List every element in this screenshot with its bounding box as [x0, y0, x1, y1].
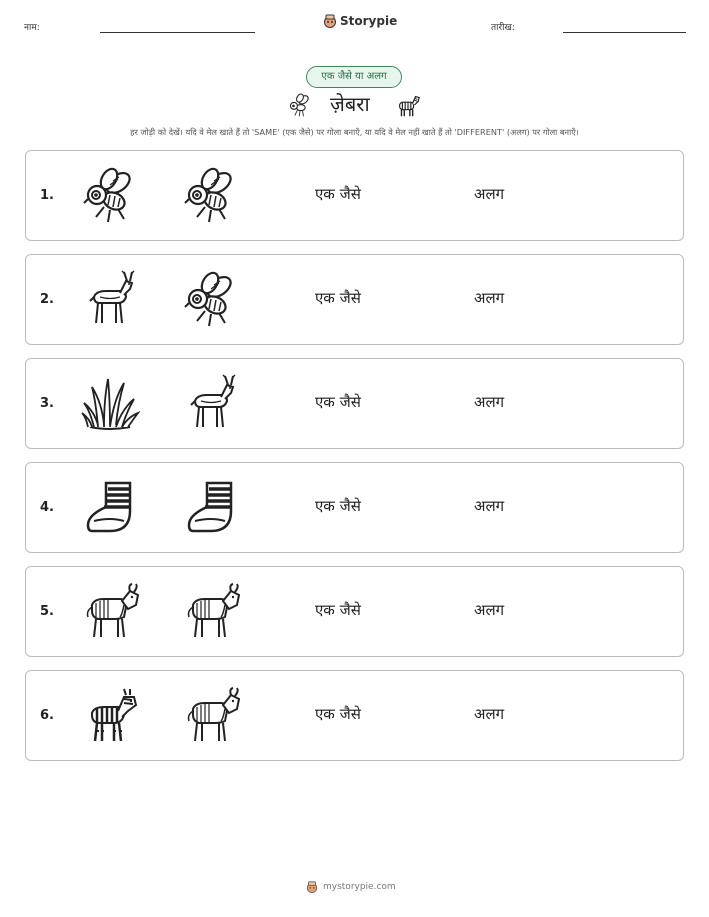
row-number: 6. [40, 708, 54, 723]
date-label: तारीख: [491, 23, 515, 33]
option-different[interactable]: अलग [474, 497, 505, 515]
wildebeest-icon [181, 581, 241, 641]
option-same[interactable]: एक जैसे [315, 393, 361, 411]
option-same[interactable]: एक जैसे [315, 289, 361, 307]
pair-row-5 [25, 566, 684, 657]
gazelle-icon [80, 269, 140, 329]
grass-icon [80, 373, 140, 433]
fly-icon [80, 165, 140, 225]
row-number: 5. [40, 604, 54, 619]
brand-name: Storypie [340, 14, 398, 28]
storypie-mascot-icon [323, 14, 337, 28]
footer [306, 881, 396, 893]
fly-icon [286, 92, 314, 118]
hoof-icon [181, 477, 241, 537]
instructions: हर जोड़ी को देखें। यदि वे मेल खाते हैं तो 'SAME' (एक जैसे) पर गोला बनाएँ, या यदि वे मेल नहीं खाते हैं तो 'DIFFERENT' (अलग) पर गोला बनाएँ। [130, 127, 579, 137]
fly-icon [181, 269, 241, 329]
option-different[interactable]: अलग [474, 601, 505, 619]
option-different[interactable]: अलग [474, 185, 505, 203]
option-same[interactable]: एक जैसे [315, 497, 361, 515]
hoof-icon [80, 477, 140, 537]
option-same[interactable]: एक जैसे [315, 705, 361, 723]
row-number: 4. [40, 500, 54, 515]
zebra-icon [394, 90, 422, 120]
option-same[interactable]: एक जैसे [315, 185, 361, 203]
name-field[interactable] [100, 32, 255, 33]
row-number: 2. [40, 292, 54, 307]
wildebeest-icon [80, 581, 140, 641]
page-title: ज़ेबरा [330, 92, 370, 116]
row-number: 3. [40, 396, 54, 411]
row-number: 1. [40, 188, 54, 203]
pair-row-2 [25, 254, 684, 345]
option-different[interactable]: अलग [474, 289, 505, 307]
option-same[interactable]: एक जैसे [315, 601, 361, 619]
pair-row-1 [25, 150, 684, 241]
zebra-icon [80, 685, 140, 745]
option-different[interactable]: अलग [474, 705, 505, 723]
gazelle-icon [181, 373, 241, 433]
wildebeest-icon [181, 685, 241, 745]
pair-row-4 [25, 462, 684, 553]
fly-icon [181, 165, 241, 225]
name-label: नाम: [24, 23, 40, 33]
worksheet-type-badge: एक जैसे या अलग [306, 66, 402, 88]
pair-row-6 [25, 670, 684, 761]
pair-row-3 [25, 358, 684, 449]
date-field[interactable] [563, 32, 686, 33]
storypie-mascot-icon [306, 881, 318, 893]
storypie-logo [323, 14, 397, 28]
footer-url[interactable]: mystorypie.com [323, 882, 396, 892]
option-different[interactable]: अलग [474, 393, 505, 411]
